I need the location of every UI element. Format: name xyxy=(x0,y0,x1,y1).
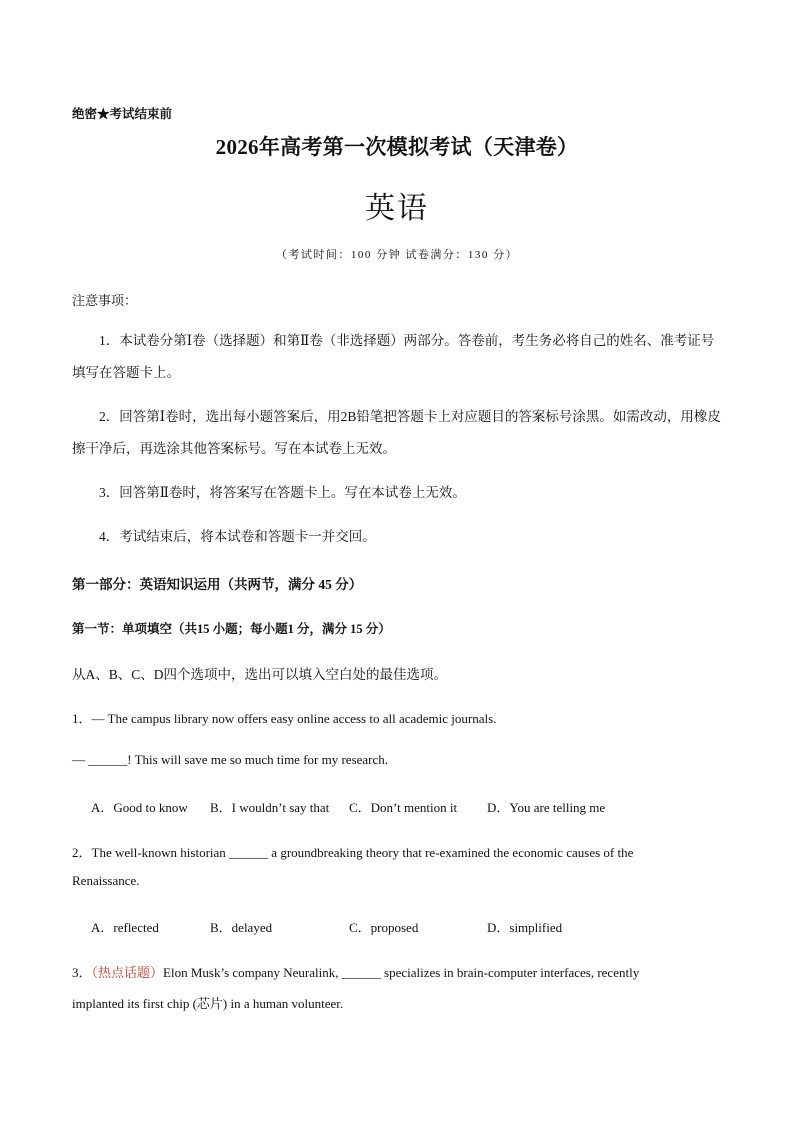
question-2-option-d[interactable]: D．simplified xyxy=(487,920,563,935)
hot-topic-tag: （热点话题） xyxy=(91,965,164,980)
part1-heading: 第一部分：英语知识运用（共两节，满分 45 分） xyxy=(72,577,363,592)
question-2-option-c[interactable]: C．proposed xyxy=(349,920,419,935)
exam-info: （考试时间：100 分钟 试卷满分：130 分） xyxy=(275,249,519,261)
notice-item-2: 2．回答第Ⅰ卷时，选出每小题答案后，用2B铅笔把答题卡上对应题目的答案标号涂黑。如需改动，用橡皮擦干净后，再选涂其他答案标号。写在本试卷上无效。 xyxy=(72,409,721,456)
question-2-option-a[interactable]: A．reflected xyxy=(91,920,159,935)
section-instruction: 从A、B、C、D四个选项中，选出可以填入空白处的最佳选项。 xyxy=(72,667,448,682)
question-1-prompt: 1．— The campus library now offers easy online access to all academic journals. xyxy=(72,711,497,726)
question-1-option-a[interactable]: A．Good to know xyxy=(91,800,188,815)
section1-heading: 第一节：单项填空（共15 小题；每小题1 分，满分 15 分） xyxy=(72,622,391,636)
question-1-option-c[interactable]: C．Don’t mention it xyxy=(349,800,458,815)
question-3-continuation: implanted its first chip (芯片) in a human volunteer. xyxy=(72,996,344,1011)
subject-title: 英语 xyxy=(365,192,429,225)
notice-item-3: 3．回答第Ⅱ卷时，将答案写在答题卡上。写在本试卷上无效。 xyxy=(99,485,466,500)
notice-item-1: 1．本试卷分第Ⅰ卷（选择题）和第Ⅱ卷（非选择题）两部分。答卷前，考生务必将自己的姓名、准考证号填写在答题卡上。 xyxy=(72,333,715,380)
question-3-prompt xyxy=(72,962,639,981)
question-1-option-d[interactable]: D．You are telling me xyxy=(487,800,606,815)
notice-heading: 注意事项： xyxy=(72,293,138,308)
exam-title: 2026年高考第一次模拟考试（天津卷） xyxy=(215,135,579,159)
question-3-number: 3． xyxy=(72,965,92,980)
question-1-response: — ______! This will save me so much time for my research. xyxy=(72,752,389,767)
question-2-prompt: 2．The well-known historian ______ a groundbreaking theory that re-examined the economic causes of the xyxy=(72,845,634,860)
confidential-label: 绝密★考试结束前 xyxy=(72,107,173,121)
question-2-continuation: Renaissance. xyxy=(72,873,140,888)
notice-item-4: 4．考试结束后，将本试卷和答题卡一并交回。 xyxy=(99,529,376,544)
question-2-option-b[interactable]: B．delayed xyxy=(210,920,273,935)
question-3-text: Elon Musk’s company Neuralink, ______ specializes in brain-computer interfaces, recently xyxy=(163,965,640,980)
question-1-option-b[interactable]: B．I wouldn’t say that xyxy=(210,800,330,815)
